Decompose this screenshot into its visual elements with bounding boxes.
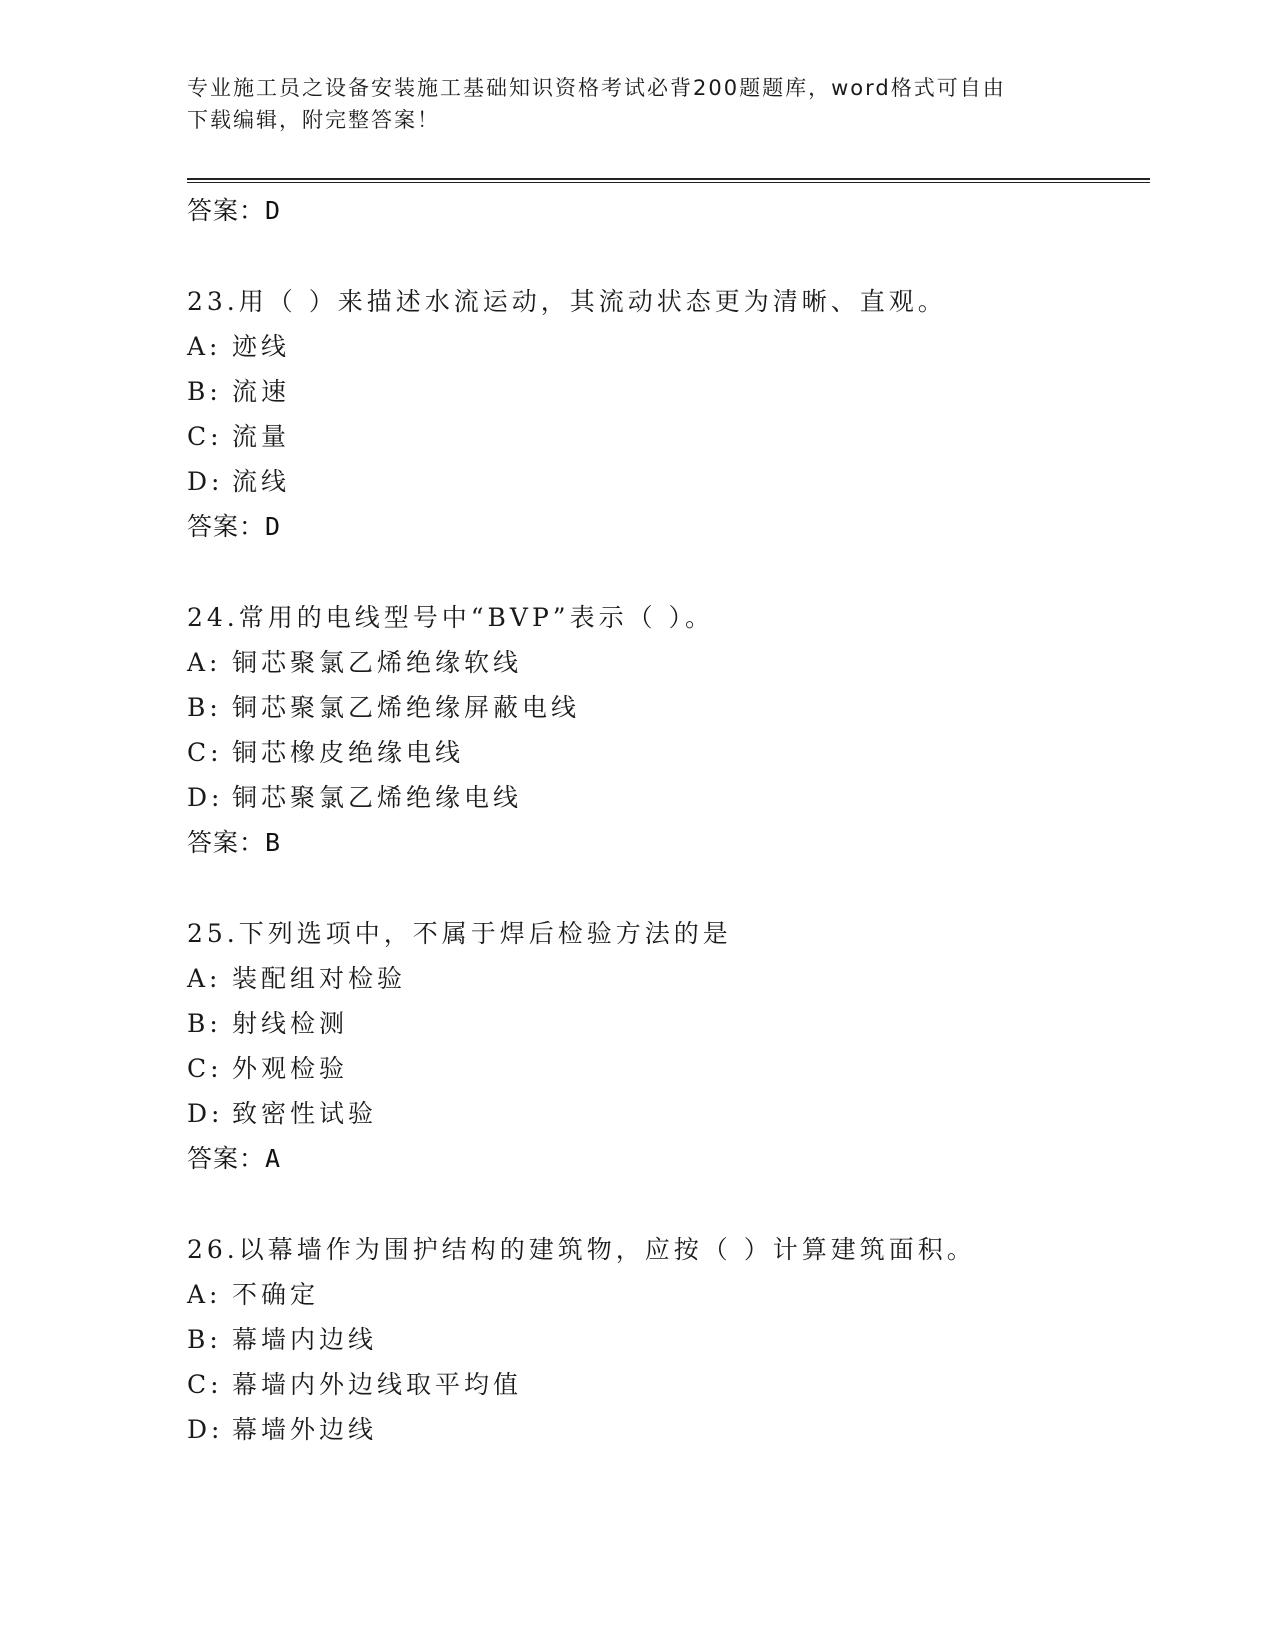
- spacer: [187, 865, 1147, 911]
- spacer: [187, 233, 1147, 279]
- option-text: 幕墙外边线: [232, 1415, 378, 1444]
- header-title-line-1: 专业施工员之设备安装施工基础知识资格考试必背200题题库，word格式可自由: [187, 76, 1006, 100]
- option-b: [187, 1001, 1147, 1046]
- option-text: 铜芯橡皮绝缘电线: [232, 738, 465, 767]
- option-key: C:: [187, 422, 223, 451]
- option-key: D:: [187, 783, 224, 812]
- option-text: 装配组对检验: [232, 964, 407, 993]
- option-a: [187, 956, 1147, 1001]
- previous-answer: 答案：D: [187, 196, 282, 225]
- option-d: [187, 775, 1147, 820]
- document-header: [187, 72, 1077, 136]
- option-key: D:: [187, 1415, 224, 1444]
- question-list: [187, 188, 1147, 1452]
- option-text: 外观检验: [232, 1054, 349, 1083]
- option-c: [187, 1362, 1147, 1407]
- option-key: A:: [187, 332, 222, 361]
- spacer: [187, 1181, 1147, 1227]
- option-key: A:: [187, 1280, 222, 1309]
- option-key: D:: [187, 467, 224, 496]
- option-a: [187, 324, 1147, 369]
- option-a: [187, 640, 1147, 685]
- option-key: B:: [187, 693, 222, 722]
- question-stem: 25.下列选项中，不属于焊后检验方法的是: [187, 919, 732, 948]
- option-key: C:: [187, 738, 223, 767]
- option-text: 不确定: [232, 1280, 320, 1309]
- question-stem: 26.以幕墙作为围护结构的建筑物，应按（ ）计算建筑面积。: [187, 1235, 976, 1264]
- option-text: 流线: [232, 467, 291, 496]
- option-key: A:: [187, 648, 222, 677]
- option-text: 幕墙内外边线取平均值: [232, 1370, 523, 1399]
- option-text: 流速: [232, 377, 291, 406]
- option-key: D:: [187, 1099, 224, 1128]
- option-key: C:: [187, 1370, 223, 1399]
- option-text: 铜芯聚氯乙烯绝缘软线: [232, 648, 523, 677]
- option-d: [187, 459, 1147, 504]
- option-key: A:: [187, 964, 222, 993]
- option-text: 铜芯聚氯乙烯绝缘屏蔽电线: [232, 693, 581, 722]
- spacer: [187, 549, 1147, 595]
- header-divider: [187, 178, 1150, 183]
- option-key: B:: [187, 377, 222, 406]
- option-key: B:: [187, 1009, 222, 1038]
- option-text: 射线检测: [232, 1009, 349, 1038]
- option-text: 铜芯聚氯乙烯绝缘电线: [232, 783, 523, 812]
- question-stem: 24.常用的电线型号中“BVP”表示（ ）。: [187, 603, 715, 632]
- option-text: 幕墙内边线: [232, 1325, 378, 1354]
- option-b: [187, 369, 1147, 414]
- option-c: [187, 730, 1147, 775]
- option-c: [187, 414, 1147, 459]
- option-b: [187, 685, 1147, 730]
- option-text: 迹线: [232, 332, 291, 361]
- option-c: [187, 1046, 1147, 1091]
- option-a: [187, 1272, 1147, 1317]
- option-d: [187, 1091, 1147, 1136]
- header-title-line-2: 下载编辑，附完整答案！: [187, 108, 440, 132]
- question-stem: 23.用（ ）来描述水流运动，其流动状态更为清晰、直观。: [187, 287, 947, 316]
- answer-line: 答案：B: [187, 828, 282, 857]
- answer-line: 答案：A: [187, 1144, 282, 1173]
- option-text: 致密性试验: [232, 1099, 378, 1128]
- option-d: [187, 1407, 1147, 1452]
- option-text: 流量: [232, 422, 291, 451]
- option-key: C:: [187, 1054, 223, 1083]
- option-key: B:: [187, 1325, 222, 1354]
- option-b: [187, 1317, 1147, 1362]
- answer-line: 答案：D: [187, 512, 282, 541]
